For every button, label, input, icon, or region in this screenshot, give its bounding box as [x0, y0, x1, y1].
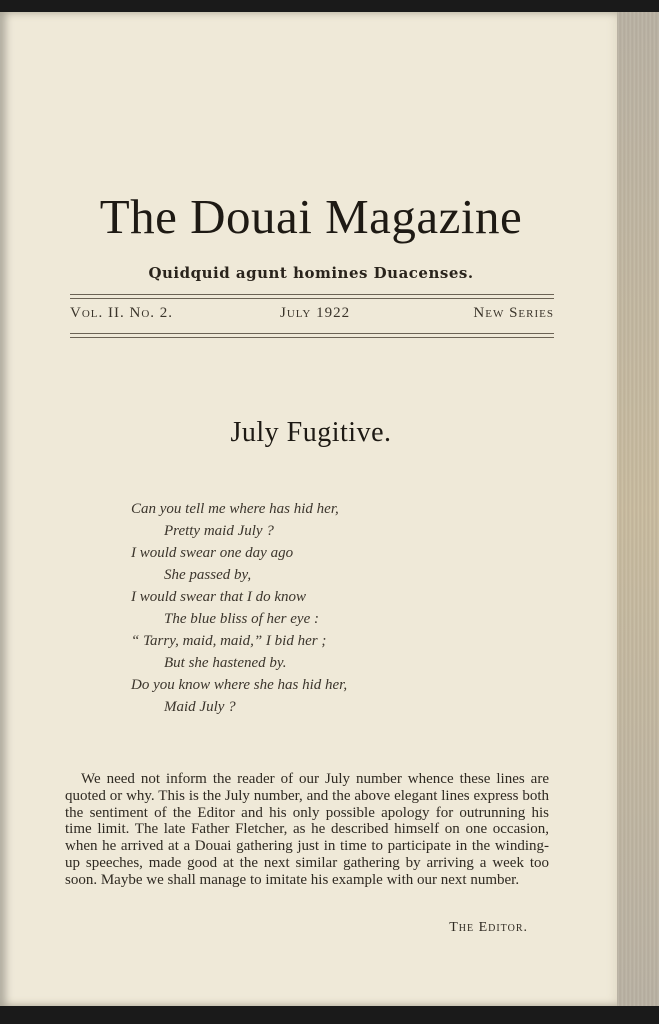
page-edges: [617, 12, 659, 1006]
bottom-rule-inner: [70, 337, 554, 338]
poem-line: I would swear one day ago: [131, 545, 294, 561]
editor-signature: The Editor.: [449, 920, 528, 935]
top-rule: [70, 294, 554, 295]
poem-line: Maid July ?: [164, 699, 236, 715]
top-rule-inner: [70, 298, 554, 299]
poem-line: I would swear that I do know: [131, 589, 306, 605]
issue-date: July 1922: [280, 305, 351, 321]
poem-line: “ Tarry, maid, maid,” I bid her ;: [131, 633, 327, 649]
issue-volume: Vol. II. No. 2.: [70, 305, 174, 321]
issue-info: [70, 305, 554, 325]
editorial-note: We need not inform the reader of our July number whence these lines are quoted or why. This is the July number, and the above elegant lines express both the sentiment of the Editor and his only possible apology for outrunning his time limit. The late Father Fletcher, as he described himself on one occasion, when he arrived at a Douai gathering just in time to participate in the winding-up speeches, made good at the next similar gathering by arriving a week too soon. Maybe we shall manage to imitate his example with our next number.: [65, 771, 549, 888]
poem-line: Can you tell me where has hid her,: [131, 501, 339, 517]
magazine-page: [0, 12, 622, 1006]
poem-line: Pretty maid July ?: [164, 523, 274, 539]
poem-line: She passed by,: [164, 567, 252, 583]
poem-line: But she hastened by.: [164, 655, 287, 671]
poem-line: The blue bliss of her eye :: [164, 611, 319, 627]
magazine-title: The Douai Magazine: [99, 189, 523, 244]
issue-series: New Series: [473, 305, 554, 321]
magazine-motto: Quidquid agunt homines Duacenses.: [148, 264, 474, 282]
poem-title: July Fugitive.: [230, 417, 392, 448]
poem-body: [131, 498, 531, 718]
poem-line: Do you know where she has hid her,: [131, 677, 348, 693]
bottom-rule: [70, 333, 554, 334]
